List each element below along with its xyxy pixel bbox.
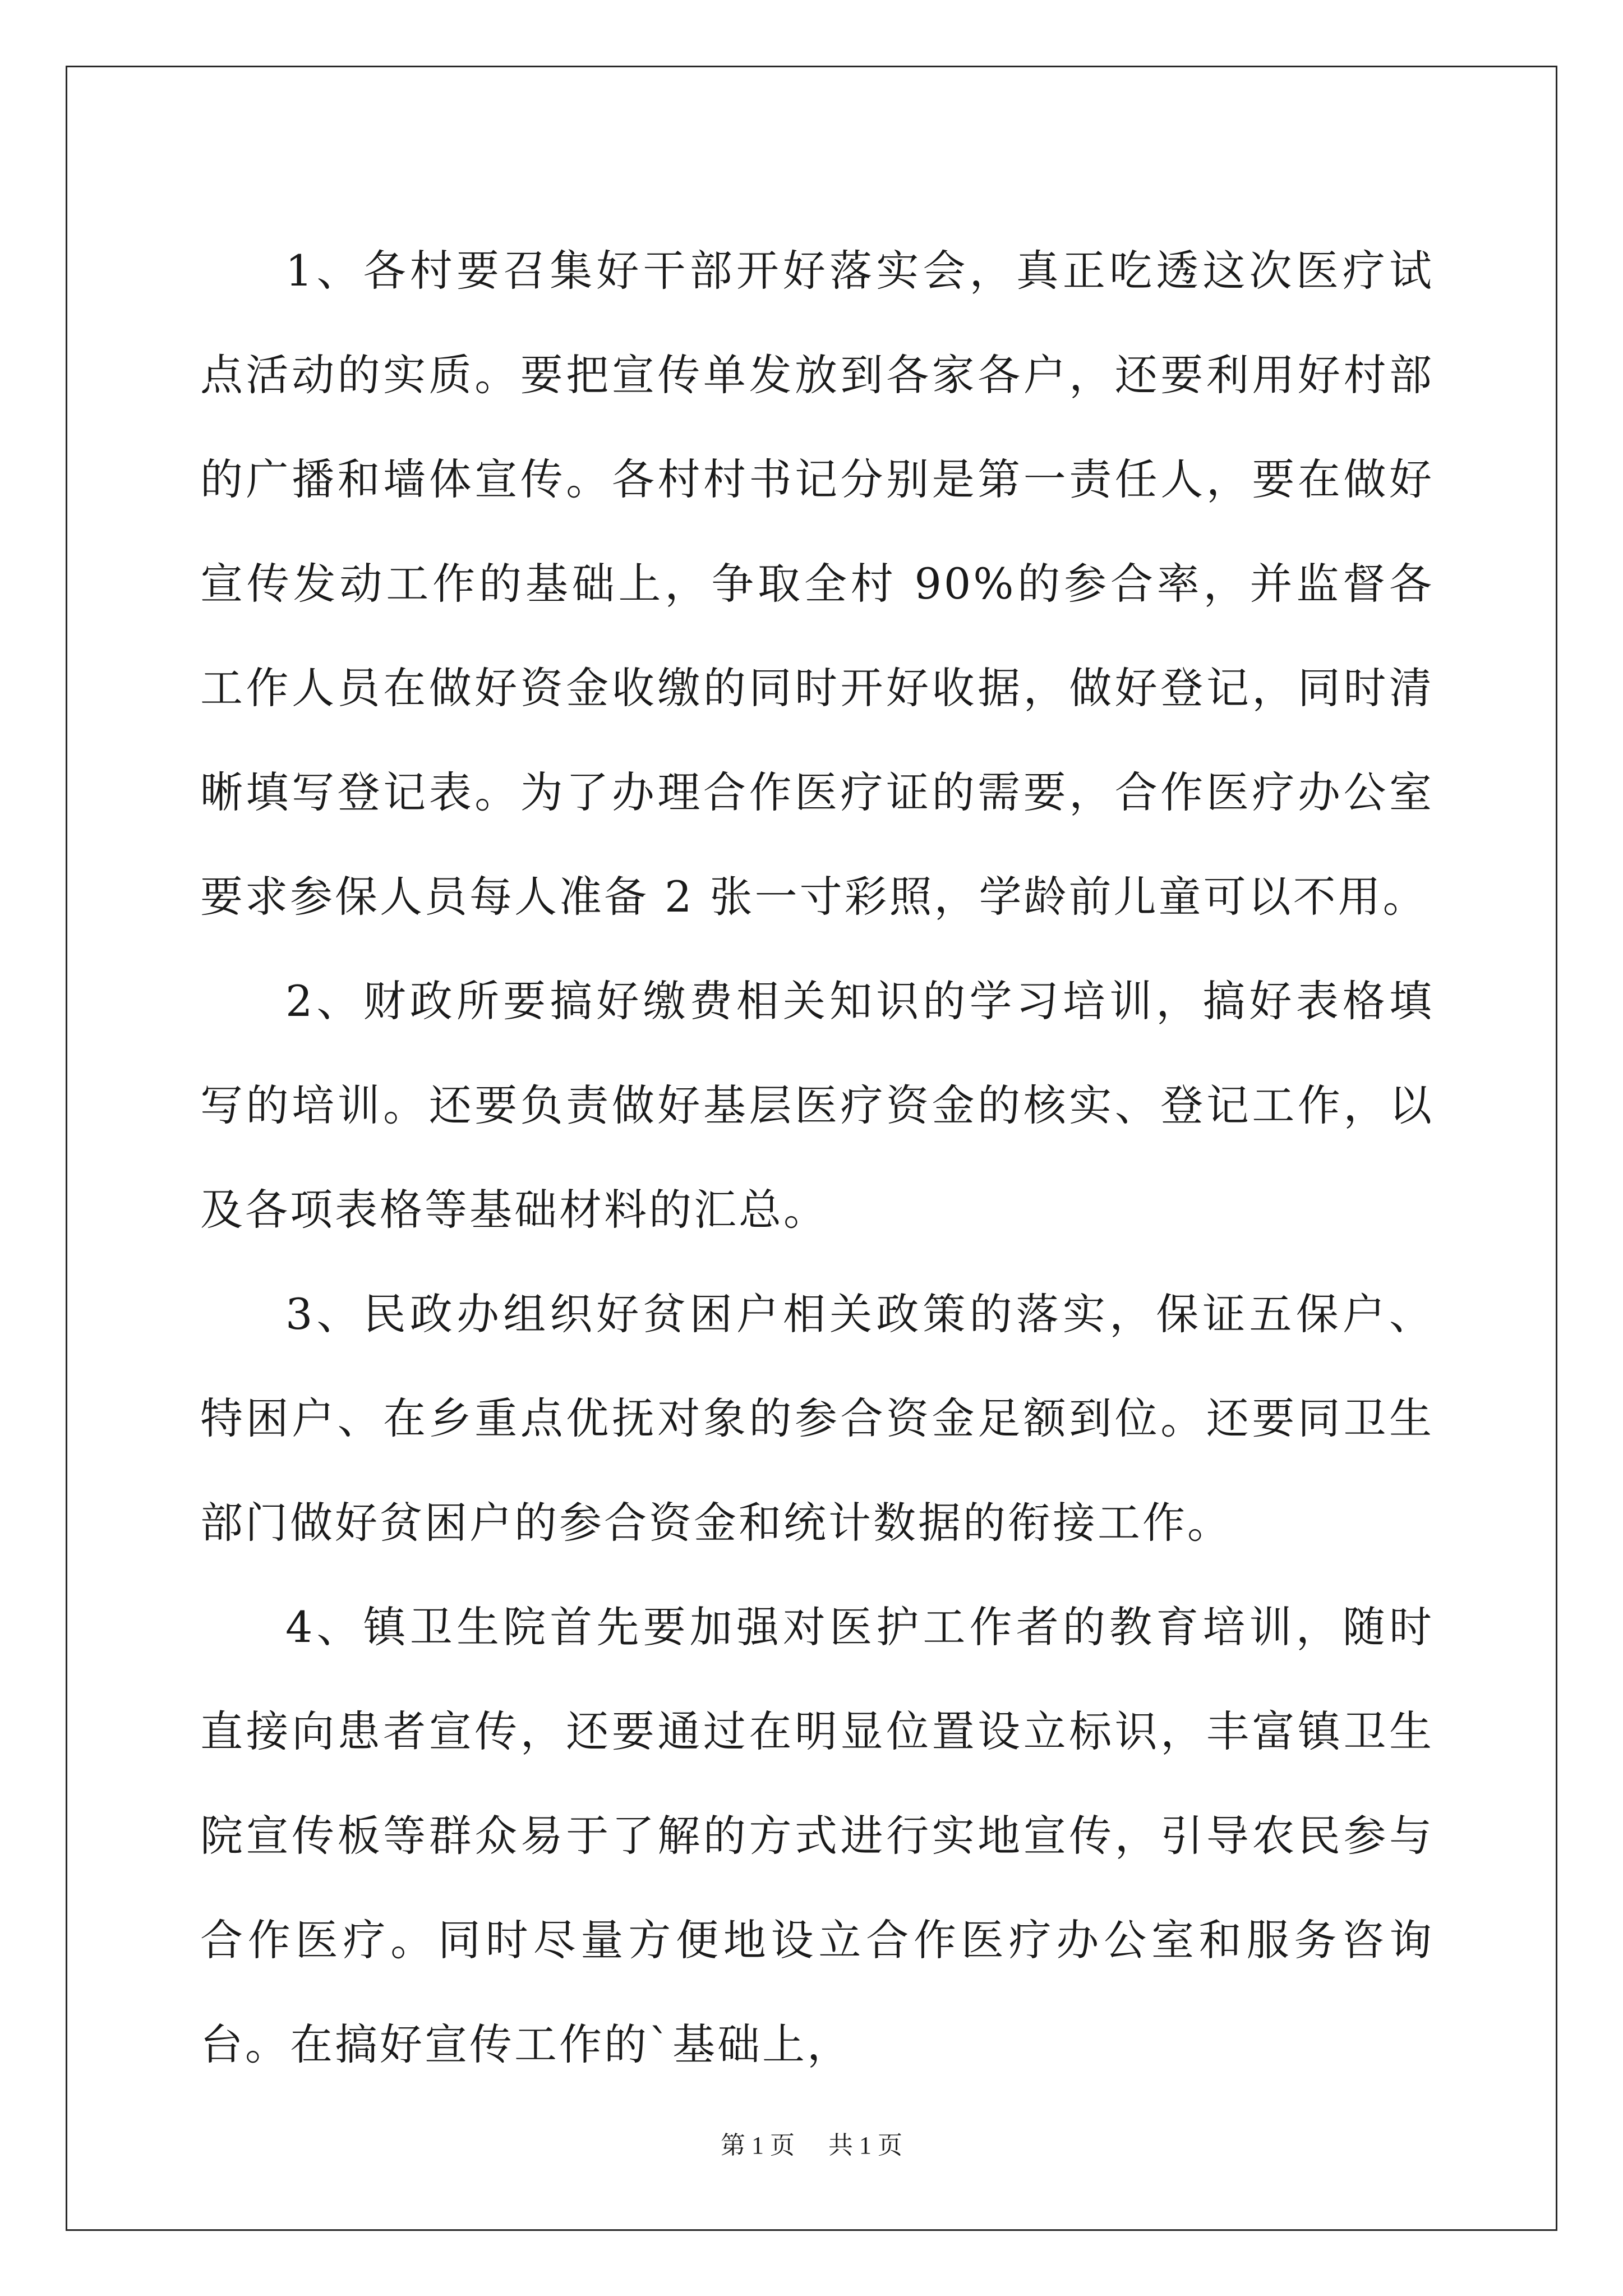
paragraph-3: 3、民政办组织好贫困户相关政策的落实，保证五保户、特困户、在乡重点优抚对象的参合资金足额到位。还要同卫生部门做好贫困户的参合资金和统计数据的衔接工作。 [200,1289,1434,1548]
paragraph-2: 2、财政所要搞好缴费相关知识的学习培训，搞好表格填写的培训。还要负责做好基层医疗资金的核实、登记工作，以及各项表格等基础材料的汇总。 [200,976,1434,1235]
page-total-label: 共 1 页 [828,2132,902,2159]
paragraph-1: 1、各村要召集好干部开好落实会，真正吃透这次医疗试点活动的实质。要把宣传单发放到各家各户，还要利用好村部的广播和墙体宣传。各村村书记分别是第一责任人，要在做好宣传发动工作的基础上，争取全村 90%的参合率，并监督各工作人员在做好资金收缴的同时开好收据，做好登记，同时清晰填写登记表。为了办理合作医疗证的需要，合作医疗办公室要求参保人员每人准备 2 张一寸彩照，学龄前儿童可以不用。 [200,246,1434,922]
paragraph-4: 4、镇卫生院首先要加强对医护工作者的教育培训，随时直接向患者宣传，还要通过在明显位置设立标识，丰富镇卫生院宣传板等群众易于了解的方式进行实地宣传，引导农民参与合作医疗。同时尽量方便地设立合作医疗办公室和服务咨询台。在搞好宣传工作的`基础上， [200,1602,1434,2069]
document-body [200,219,1434,2097]
page-footer [0,2129,1623,2162]
page-current-label: 第 1 页 [721,2132,795,2159]
